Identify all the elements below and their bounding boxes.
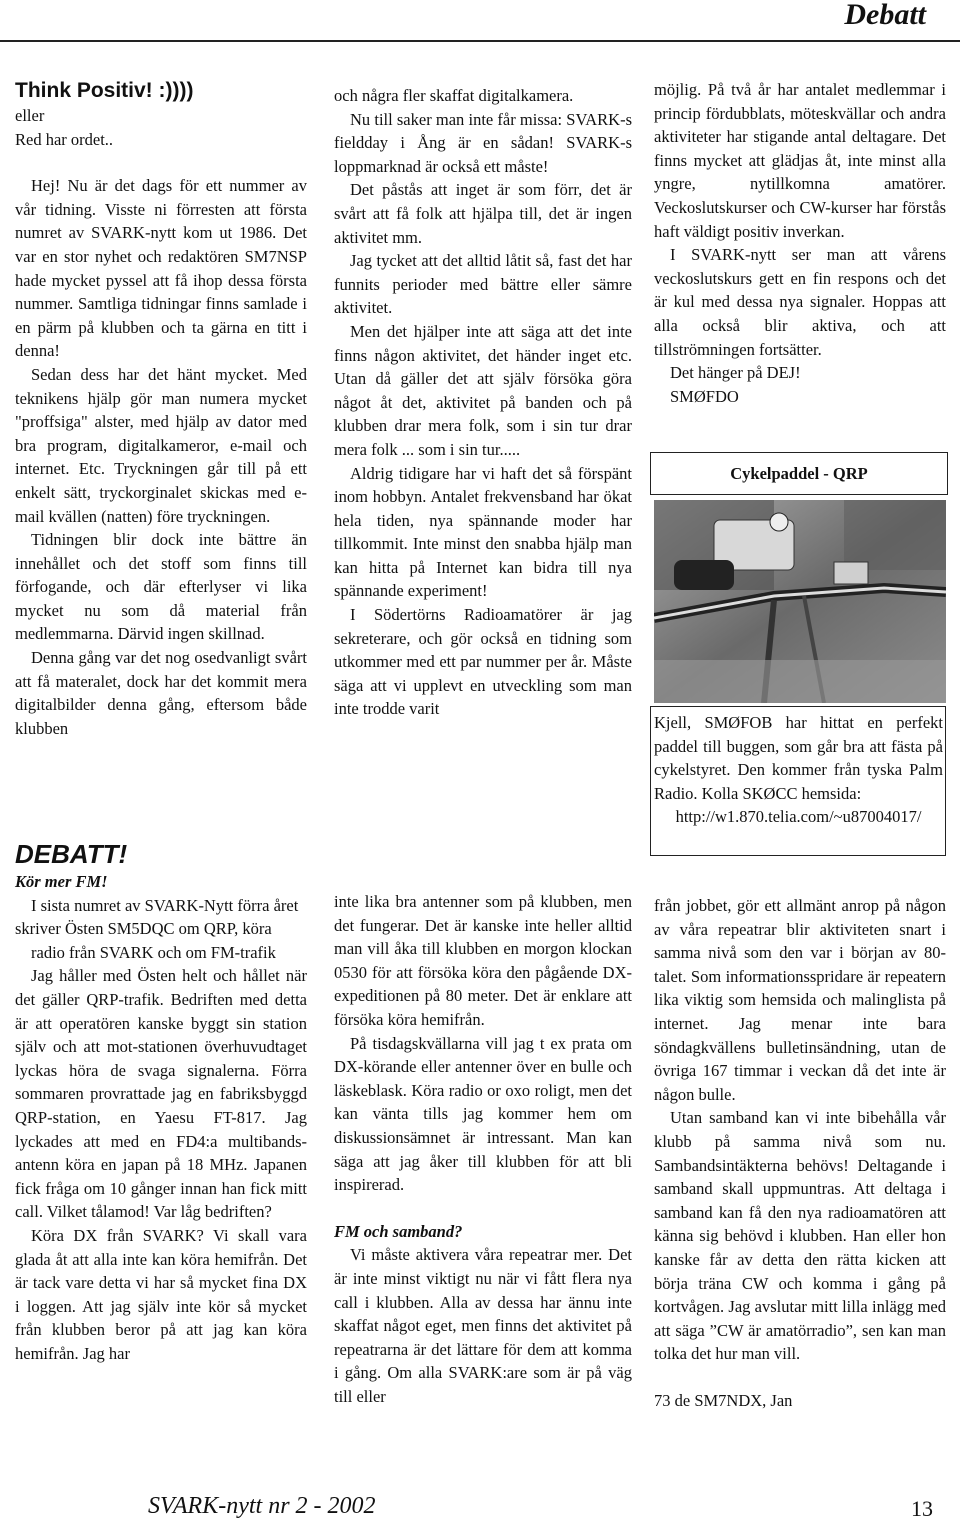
- paragraph: Aldrig tidigare har vi haft det så förspänt inom hobbyn. Antalet frekvensband har ökat hela tiden, nya spännande moder har tillkommit. Inte minst den snabba hjälp man kan hitta på Internet kan bidra till nya spännande experiment!: [334, 463, 632, 601]
- paragraph: Jag håller med Östen helt och hållet när det gäller QRP-trafik. Bedriften med detta är att operatören kanske byggt sin station själv och att mot-stationen överhuvudtaget lyckas höra de svaga signalerna. Förra sommaren provrattade jag en fabriksbyggd QRP-station, en Yaesu FT-817. Jag lyckades att med en FD4:a multibands-antenn köra en japan på 18 MHz. Japanen fick fråga om 10 gånger innan han fick mitt call. Vilket tålamod! Var låg bedriften?: [15, 966, 307, 1222]
- paragraph: I Södertörns Radioamatörer är jag sekreterare, och gör också en tidning som utkommer med ett par nummer per år. Måste säga att vi upplevt en utveckling som man inte trodde varit: [334, 605, 632, 719]
- signoff: Det hänger på DEJ!: [670, 363, 801, 383]
- header-rule: [0, 40, 960, 42]
- paragraph: Köra DX från SVARK? Vi skall vara glada åt att alla inte kan köra hemifrån. Det är tack vare detta vi har så mycket fina DX i loggen. Att jag själv inte kör så mycket från klubben beror på att jag kan köra hemifrån. Jag har: [15, 1225, 307, 1363]
- paragraph: radio från SVARK och om FM-trafik: [31, 942, 276, 962]
- debatt-column-2: [334, 890, 632, 1408]
- paragraph: Men det hjälper inte att säga att det inte finns någon aktivitet, det händer inget etc. Utan då gäller det att själv försöka göra något åt det, aktivitet på banden och på klubben drar mera folk, som i sin tur drar mera folk ... som i sin tur.....: [334, 321, 632, 459]
- paragraph: Jag tycket att det alltid låtit så, fast det har funnits perioder med bättre eller sämre aktivitet.: [334, 251, 632, 318]
- signature: SMØFDO: [670, 386, 739, 406]
- debatt-heading: DEBATT!: [15, 839, 128, 869]
- debatt-column-3: [654, 894, 946, 1412]
- paragraph: möjlig. På två år har antalet medlemmar i princip fördubblats, möteskvällar och andra aktiviteter har stigande antal deltagare. Det finns mycket att glädjas åt, inte minst alla yngre, nytillkomna amatörer. Veckoslutskurser och CW-kurser har förstås haft väldigt positiv inverkan.: [654, 80, 946, 241]
- paragraph: inte lika bra antenner som på klubben, men det fungerar. Det är kanske inte heller alltid man vill åka till klubben en morgon klockan 0530 för att försöka köra den pågående DX-expeditionen på 80 meter. Det är enklare att försöka köra hemifrån.: [334, 892, 632, 1029]
- column-3: [654, 78, 946, 408]
- paragraph: I sista numret av SVARK-Nytt förra året skriver Östen SM5DQC om QRP, köra: [15, 895, 299, 939]
- paragraph: Denna gång var det nog osedvanligt svårt att få materalet, dock har det kommit mera digitalbilder denna gång, eftersom både klubben: [15, 648, 307, 738]
- paragraph: och några fler skaffat digitalkamera.: [334, 86, 574, 105]
- paragraph: Utan samband kan vi inte bibehålla vår klubb på samma nivå som nu. Sambandsintäkterna behövs! Deltagande i samband skall uppmuntras. Att deltaga i samband kan få den nya radioamatören att känna sig behövd i klubben. Han eller hon kanske får av detta den rätta kicken att börja träna CW och komma i gång på kortvågen. Jag avslutar mitt lilla inlägg med att säga ”CW är amatörradio”, sen kan man tolka det hur man vill.: [654, 1108, 946, 1364]
- debatt-subtitle: Kör mer FM!: [15, 872, 108, 891]
- paragraph: I SVARK-nytt ser man att vårens veckoslutskurs gett en fin respons och det är kul med dessa nya signaler. Hoppas att alla också blir aktiva, och att tillströmningen fortsätter.: [654, 245, 946, 359]
- issue-footer: SVARK-nytt nr 2 - 2002: [148, 1493, 376, 1519]
- paragraph: från jobbet, gör ett allmänt anrop på någon av våra repeatrar blir aktiviteten snart i samma nivå som den var i början av 80-talet. Som informationsspridare är repeatern lika viktig som hemsida och malinglista på internet. Jag menar inte bara söndagkvällens bulletinsändning, utan de övriga 167 timmar i veckan då det inte är någon bulle.: [654, 896, 946, 1104]
- page-number: 13: [911, 1496, 933, 1521]
- subline: eller: [15, 106, 45, 125]
- photo-caption: Kjell, SMØFOB har hittat en perfekt paddel till buggen, som går bra att fästa på cykelstyret. Den kommer från tyska Palm Radio. Kolla SKØCC hemsida:: [654, 713, 943, 803]
- column-1: [15, 78, 307, 740]
- column-2: [334, 84, 632, 721]
- signature: 73 de SM7NDX, Jan: [654, 1390, 793, 1410]
- photo-caption-url: http://w1.870.telia.com/~u87004017/: [675, 807, 922, 827]
- paragraph: Sedan dess har det hänt mycket. Med teknikens hjälp gör man numera mycket "proffsiga" alster, med hjälp av dator med bra program, digitalkameror, e-mail och internet. Etc. Tryckningen går till på ett enkelt sätt, tryckorginalet skickas med e-mail kvällen (natten) före tryckningen.: [15, 364, 307, 526]
- paragraph: På tisdagskvällarna vill jag t ex prata om DX-körande eller antenner över en bulle och läskeblask. Köra radio or oxo roligt, men det kan vänta tills jag kommer hem om diskussionsämnet är intressant. Man kan säga att jag åker till klubben för att bli inspirerad.: [334, 1033, 632, 1195]
- section-title: Debatt: [844, 0, 926, 31]
- photo-title-box: Cykelpaddel - QRP: [650, 452, 948, 495]
- paragraph: Nu till saker man inte får missa: SVARK-s fieldday i Ång är en sådan! SVARK-s loppmarknad är också ett måste!: [334, 109, 632, 176]
- debatt-column-1: [15, 836, 307, 1365]
- photo-caption-box: [650, 706, 946, 856]
- bicycle-paddle-photo: [654, 500, 946, 703]
- paragraph: Vi måste aktivera våra repeatrar mer. Det är inte minst viktigt nu när vi fått flera nya call i klubben. Alla av dessa har ännu inte skaffat något eget, men finns det aktivitet på repeatrarna är det lättare för dem att komma i gång. Om alla SVARK:are som är på väg till eller: [334, 1245, 632, 1406]
- subline: Red har ordet..: [15, 129, 114, 149]
- paragraph: Det påstås att inget är som förr, det är svårt att få folk att hjälpa till, det är ingen aktivitet mm.: [334, 180, 632, 247]
- paragraph: Hej! Nu är det dags för ett nummer av vår tidning. Visste ni förresten att första numret av SVARK-nytt kom ut 1986. Det var en stor nyhet och redaktören SM7NSP hade mycket pyssel att få ihop dessa första nummer. Samtliga tidningar finns samlade i en pärm på klubben och ta gärna en titt i denna!: [15, 176, 307, 361]
- article-title: Think Positiv! :)))): [15, 79, 194, 102]
- debatt-subtitle-2: FM och samband?: [334, 1221, 463, 1241]
- photo-illustration: [654, 500, 946, 703]
- paragraph: Tidningen blir dock inte bättre än innehållet och det stoff som finns till förfogande, och där efterlyser vi lika mycket nu som då material från medlemmarna. Därvid ingen skillnad.: [15, 530, 307, 644]
